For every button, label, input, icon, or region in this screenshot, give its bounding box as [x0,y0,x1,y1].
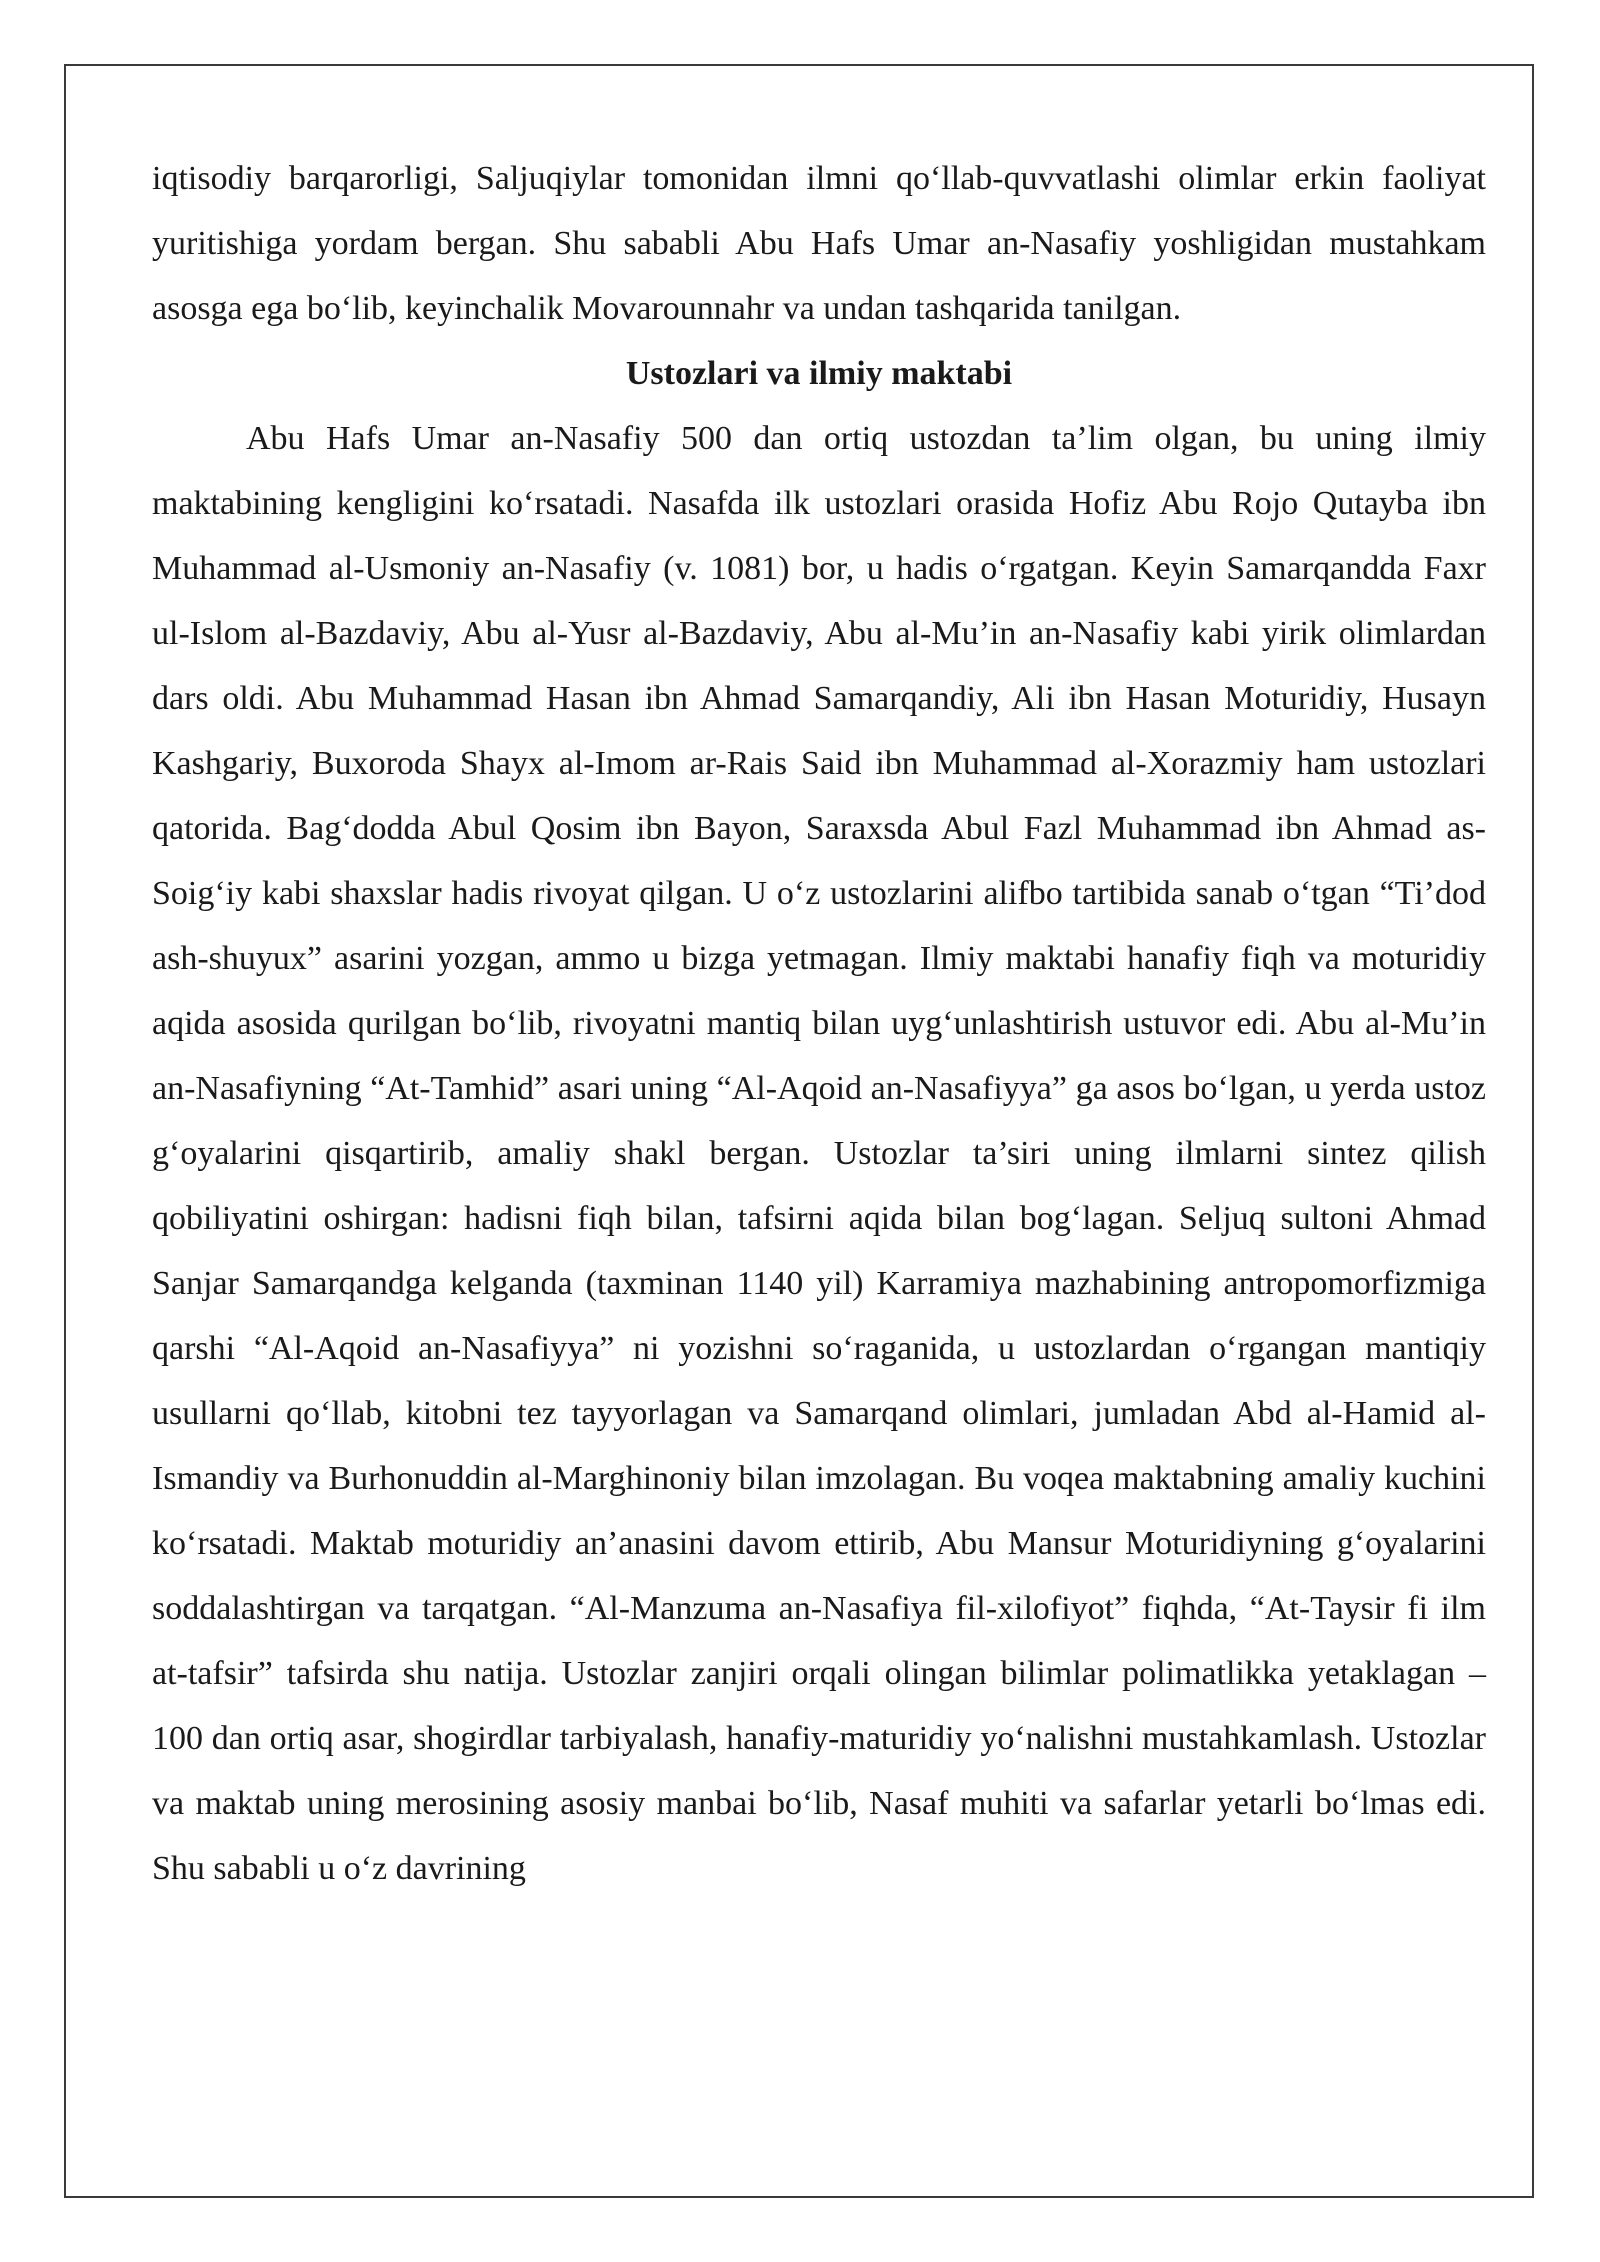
paragraph-teachers-school: Abu Hafs Umar an-Nasafiy 500 dan ortiq ustozdan ta’lim olgan, bu uning ilmiy maktabining kengligini ko‘rsatadi. Nasafda ilk ustozlari orasida Hofiz Abu Rojo Qutayba ibn Muhammad al-Usmoniy an-Nasafiy (v. 1081) bor, u hadis o‘rgatgan. Keyin Samarqandda Faxr ul-Islom al-Bazdaviy, Abu al-Yusr al-Bazdaviy, Abu al-Mu’in an-Nasafiy kabi yirik olimlardan dars oldi. Abu Muhammad Hasan ibn Ahmad Samarqandiy, Ali ibn Hasan Moturidiy, Husayn Kashgariy, Buxoroda Shayx al-Imom ar-Rais Said ibn Muhammad al-Xorazmiy ham ustozlari qatorida. Bag‘dodda Abul Qosim ibn Bayon, Saraxsda Abul Fazl Muhammad ibn Ahmad as-Soig‘iy kabi shaxslar hadis rivoyat qilgan. U o‘z ustozlarini alifbo tartibida sanab o‘tgan “Ti’dod ash-shuyux” asarini yozgan, ammo u bizga yetmagan. Ilmiy maktabi hanafiy fiqh va moturidiy aqida asosida qurilgan bo‘lib, rivoyatni mantiq bilan uyg‘unlashtirish ustuvor edi. Abu al-Mu’in an-Nasafiyning “At-Tamhid” asari uning “Al-Aqoid an-Nasafiyya” ga asos bo‘lgan, u yerda ustoz g‘oyalarini qisqartirib, amaliy shakl bergan. Ustozlar ta’siri uning ilmlarni sintez qilish qobiliyatini oshirgan: hadisni fiqh bilan, tafsirni aqida bilan bog‘lagan. Seljuq sultoni Ahmad Sanjar Samarqandga kelganda (taxminan 1140 yil) Karramiya mazhabining antropomorfizmiga qarshi “Al-Aqoid an-Nasafiyya” ni yozishni so‘raganida, u ustozlardan o‘rgangan mantiqiy usullarni qo‘llab, kitobni tez tayyorlagan va Samarqand olimlari, jumladan Abd al-Hamid al-Ismandiy va Burhonuddin al-Marghinoniy bilan imzolagan. Bu voqea maktabning amaliy kuchini ko‘rsatadi. Maktab moturidiy an’anasini davom ettirib, Abu Mansur Moturidiyning g‘oyalarini soddalashtirgan va tarqatgan. “Al-Manzuma an-Nasafiya fil-xilofiyot” fiqhda, “At-Taysir fi ilm at-tafsir” tafsirda shu natija. Ustozlar zanjiri orqali olingan bilimlar polimatlikka yetaklagan – 100 dan ortiq asar, shogirdlar tarbiyalash, hanafiy-maturidiy yo‘nalishni mustahkamlash. Ustozlar va maktab uning merosining asosiy manbai bo‘lib, Nasaf muhiti va safarlar yetarli bo‘lmas edi. Shu sababli u o‘z davrining [152,420,1486,1887]
paragraph-continuation: iqtisodiy barqarorligi, Saljuqiylar tomonidan ilmni qo‘llab-quvvatlashi olimlar erkin faoliyat yuritishiga yordam bergan. Shu sababli Abu Hafs Umar an-Nasafiy yoshligidan mustahkam asosga ega bo‘lib, keyinchalik Movarounnahr va undan tashqarida tanilgan. [152,160,1486,327]
section-heading: Ustozlari va ilmiy maktabi [625,355,1013,392]
page-text-area [152,146,1486,1901]
